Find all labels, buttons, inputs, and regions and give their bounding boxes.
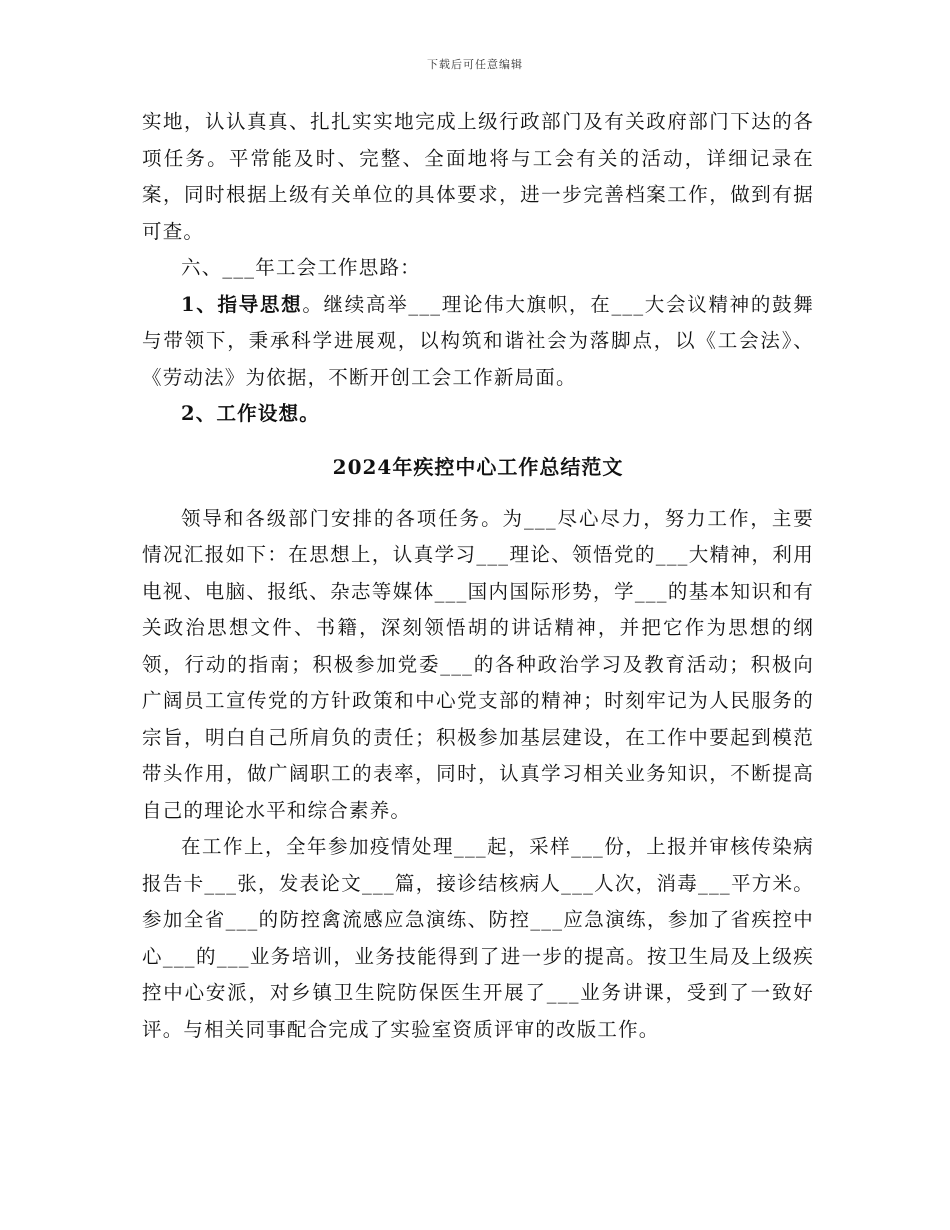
page-header-note: 下载后可任意编辑 (427, 58, 523, 71)
document-body (142, 104, 814, 1048)
guiding-thought-text: 。继续高举___理论伟大旗帜，在___大会议精神的鼓舞与带领下，秉承科学进展观，以构筑和谐社会为落脚点，以《工会法》、《劳动法》为依据，不断开创工会工作新局面。 (142, 292, 814, 389)
guiding-thought-paragraph (142, 287, 814, 397)
section-heading-six: 六、___年工会工作思路： (181, 256, 421, 279)
guiding-thought-label: 1、指导思想 (181, 292, 303, 316)
work-plan-heading: 2、工作设想。 (181, 402, 320, 425)
continuation-paragraph: 实地，认认真真、扎扎实实地完成上级行政部门及有关政府部门下达的各项任务。平常能及时、完整、全面地将与工会有关的活动，详细记录在案，同时根据上级有关单位的具体要求，进一步完善档案工作，做到有据可查。 (142, 110, 814, 243)
summary-paragraph-thought: 领导和各级部门安排的各项任务。为___尽心尽力，努力工作，主要情况汇报如下：在思想上，认真学习___理论、领悟党的___大精神，利用电视、电脑、报纸、杂志等媒体___国内国际形势，学___的基本知识和有关政治思想文件、书籍，深刻领悟胡的讲话精神，并把它作为思想的纲领，行动的指南；积极参加党委___的各种政治学习及教育活动；积极向广阔员工宣传党的方针政策和中心党支部的精神；时刻牢记为人民服务的宗旨，明白自己所肩负的责任；积极参加基层建设，在工作中要起到模范带头作用，做广阔职工的表率，同时，认真学习相关业务知识，不断提高自己的理论水平和综合素养。 (142, 506, 814, 822)
summary-paragraph-work: 在工作上，全年参加疫情处理___起，采样___份，上报并审核传染病报告卡___张，发表论文___篇，接诊结核病人___人次，消毒___平方米。参加全省___的防控禽流感应急演练、防控___应急演练，参加了省疾控中心___的___业务培训，业务技能得到了进一步的提高。按卫生局及上级疾控中心安派，对乡镇卫生院防保医生开展了___业务讲课，受到了一致好评。与相关同事配合完成了实验室资质评审的改版工作。 (142, 835, 814, 1041)
document-title: 2024年疾控中心工作总结范文 (332, 454, 624, 479)
